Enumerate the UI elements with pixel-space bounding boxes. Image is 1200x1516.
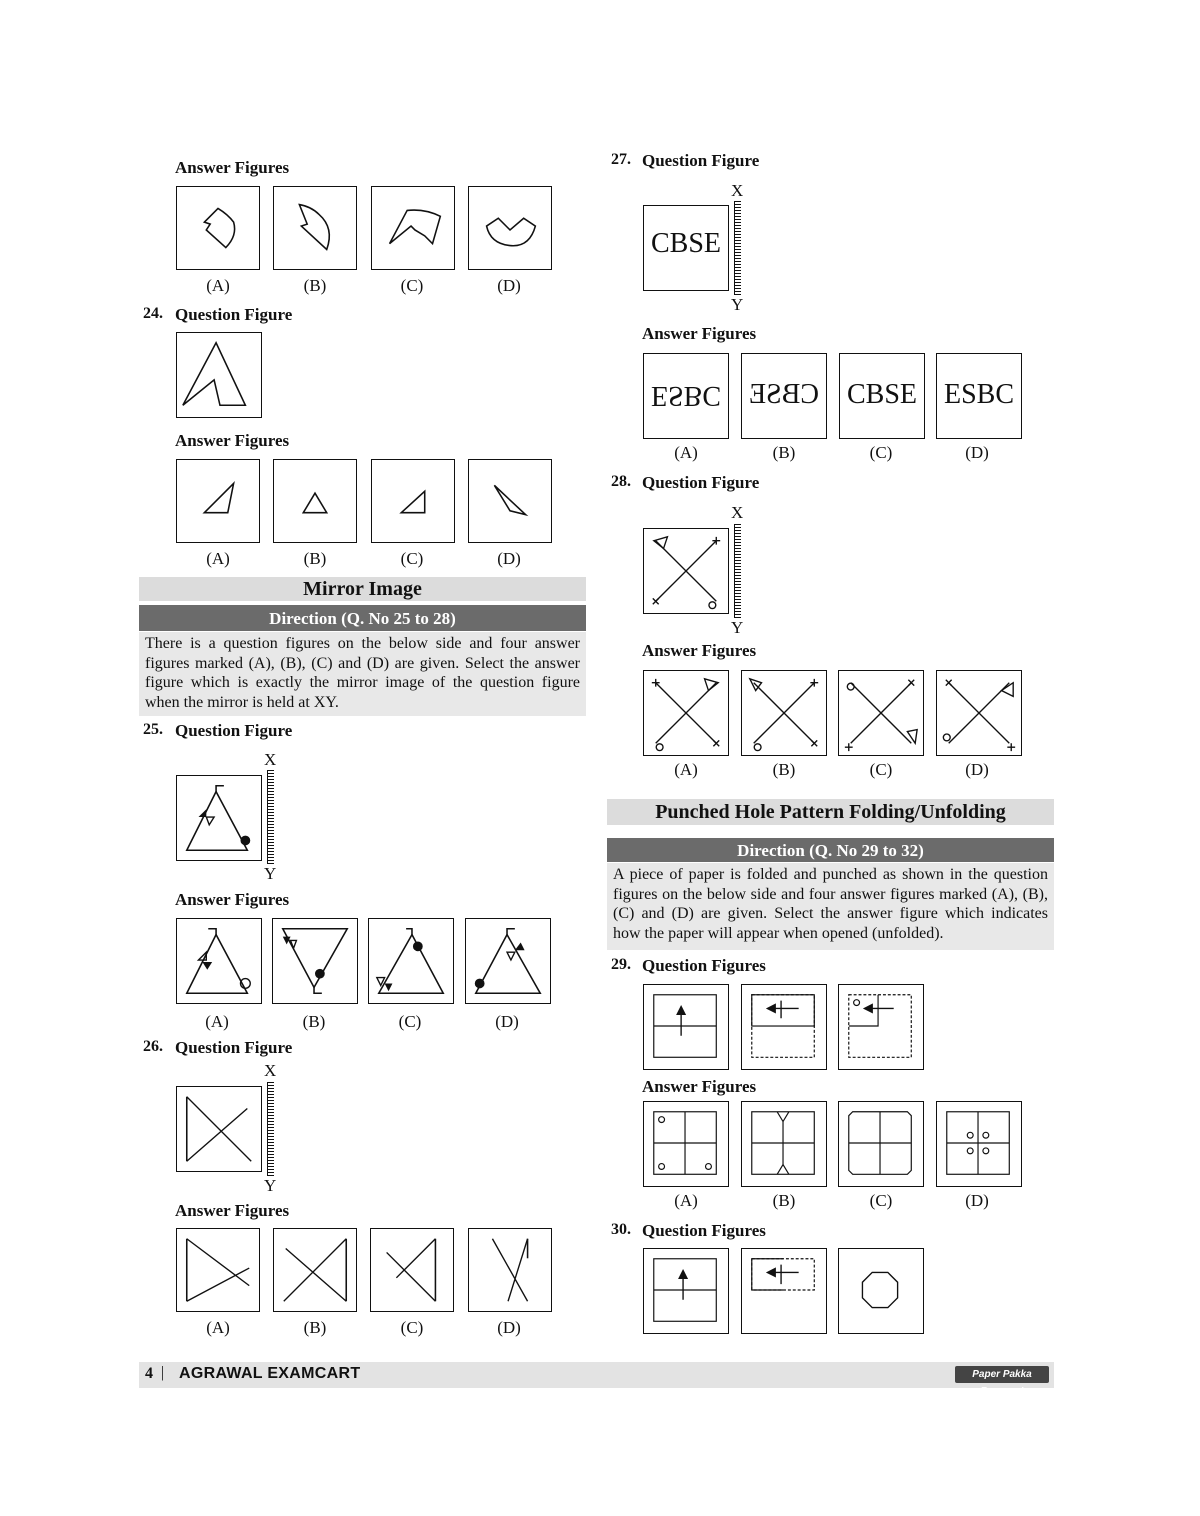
q28-question-heading: Question Figure (642, 473, 760, 492)
q28-answer-figures-heading: Answer Figures (642, 641, 757, 660)
q28-option-a-figure[interactable] (643, 670, 729, 756)
q24-label-c: (C) (400, 549, 424, 568)
q27-option-b-figure[interactable] (741, 353, 827, 439)
q28-option-d-figure[interactable] (936, 670, 1022, 756)
q30-question-heading: Question Figures (642, 1221, 766, 1240)
q28-label-d: (D) (965, 760, 989, 779)
q27-mirror (734, 201, 741, 295)
q24-answer-figures-heading: Answer Figures (175, 431, 290, 450)
q27-question-figure (643, 205, 729, 291)
q23-label-c: (C) (400, 276, 424, 295)
q26-option-a-figure[interactable] (176, 1228, 260, 1312)
q24-number: 24. (143, 305, 163, 322)
q23-option-a-figure[interactable] (176, 186, 260, 270)
q23-label-a: (A) (206, 276, 230, 295)
q26-label-c: (C) (400, 1318, 424, 1337)
q29-option-d-figure[interactable] (936, 1101, 1022, 1187)
q25-option-d-figure[interactable] (465, 918, 551, 1004)
q29-answer-figures-heading: Answer Figures (642, 1077, 757, 1096)
q25-option-c-figure[interactable] (368, 918, 454, 1004)
q24-option-a-figure[interactable] (176, 459, 260, 543)
q29-label-b: (B) (772, 1191, 796, 1210)
q26-mirror (267, 1082, 274, 1176)
q29-label-a: (A) (674, 1191, 698, 1210)
q26-question-heading: Question Figure (175, 1038, 293, 1057)
q29-option-b-figure[interactable] (741, 1101, 827, 1187)
q24-option-b-figure[interactable] (273, 459, 357, 543)
q25-number: 25. (143, 721, 163, 738)
q30-question-figure-1 (643, 1248, 729, 1334)
q27-question-heading: Question Figure (642, 151, 760, 170)
q26-option-d-figure[interactable] (468, 1228, 552, 1312)
q24-option-c-figure[interactable] (371, 459, 455, 543)
q23-option-c-figure[interactable] (371, 186, 455, 270)
q23-label-b: (B) (303, 276, 327, 295)
q27-option-b-text: CBSE (748, 379, 820, 410)
q29-question-heading: Question Figures (642, 956, 766, 975)
q27-option-c-figure[interactable] (839, 353, 925, 439)
q27-number: 27. (611, 151, 631, 168)
q24-label-b: (B) (303, 549, 327, 568)
q29-label-c: (C) (869, 1191, 893, 1210)
punched-direction-text: A piece of paper is folded and punched as shown in the question figures on the below side and four answer figures marked (A), (B), (C) and (D) are given. Select the answer figure which indicates how the paper will appear when opened (unfolded). (607, 863, 1054, 950)
q26-number: 26. (143, 1038, 163, 1055)
q25-mirror-y-label: Y (264, 864, 277, 883)
q26-option-c-figure[interactable] (370, 1228, 454, 1312)
page-footer (139, 1362, 1054, 1397)
q23-answer-figures-heading: Answer Figures (175, 158, 290, 177)
q27-label-a: (A) (674, 443, 698, 462)
q30-question-figure-3 (838, 1248, 924, 1334)
q30-number: 30. (611, 1221, 631, 1238)
q28-question-figure (643, 528, 729, 614)
q29-option-c-figure[interactable] (838, 1101, 924, 1187)
q29-question-figure-3 (838, 984, 924, 1070)
q24-label-a: (A) (206, 549, 230, 568)
q28-option-c-figure[interactable] (838, 670, 924, 756)
q27-label-b: (B) (772, 443, 796, 462)
q26-mirror-y-label: Y (264, 1176, 277, 1195)
q25-label-a: (A) (205, 1012, 229, 1031)
q27-option-d-text: ESBC (943, 379, 1015, 410)
q26-option-b-figure[interactable] (273, 1228, 357, 1312)
q29-option-a-figure[interactable] (643, 1101, 729, 1187)
q26-question-figure (176, 1086, 262, 1172)
tagline-badge: Paper Pakka Faasega! (955, 1366, 1049, 1383)
q24-question-figure (176, 332, 262, 418)
q30-question-figure-2 (741, 1248, 827, 1334)
q25-option-b-figure[interactable] (272, 918, 358, 1004)
q23-option-b-figure[interactable] (273, 186, 357, 270)
q25-label-d: (D) (495, 1012, 519, 1031)
q29-label-d: (D) (965, 1191, 989, 1210)
q26-label-b: (B) (303, 1318, 327, 1337)
q29-question-figure-2 (741, 984, 827, 1070)
q23-option-d-figure[interactable] (468, 186, 552, 270)
q26-mirror-x-label: X (264, 1061, 277, 1080)
q25-mirror (267, 770, 274, 864)
q26-label-d: (D) (497, 1318, 521, 1337)
q28-label-c: (C) (869, 760, 893, 779)
mirror-image-section-title: Mirror Image (139, 577, 586, 601)
q28-mirror-y-label: Y (731, 618, 744, 637)
q25-label-c: (C) (398, 1012, 422, 1031)
q28-mirror-x-label: X (731, 503, 744, 522)
q27-option-c-text: CBSE (846, 379, 918, 410)
q28-label-a: (A) (674, 760, 698, 779)
mirror-direction-bar: Direction (Q. No 25 to 28) (139, 605, 586, 631)
q27-label-c: (C) (869, 443, 893, 462)
mirror-direction-text: There is a question figures on the below side and four answer figures marked (A), (B), (C) and (D) are given. Select the answer figure which is exactly the mirror image of the question figure when the mirror is held at XY. (139, 632, 586, 716)
punched-hole-section-title: Punched Hole Pattern Folding/Unfolding (607, 799, 1054, 825)
q27-label-d: (D) (965, 443, 989, 462)
q27-option-d-figure[interactable] (936, 353, 1022, 439)
publisher-brand: AGRAWAL EXAMCART (179, 1365, 361, 1382)
q27-answer-figures-heading: Answer Figures (642, 324, 757, 343)
page-number: 4 (145, 1365, 153, 1382)
q27-option-a-figure[interactable] (643, 353, 729, 439)
q27-question-text: CBSE (650, 228, 722, 259)
q28-option-b-figure[interactable] (741, 670, 827, 756)
q28-label-b: (B) (772, 760, 796, 779)
q23-label-d: (D) (497, 276, 521, 295)
q28-number: 28. (611, 473, 631, 490)
q25-label-b: (B) (302, 1012, 326, 1031)
q24-option-d-figure[interactable] (468, 459, 552, 543)
punched-direction-bar: Direction (Q. No 29 to 32) (607, 838, 1054, 862)
q27-mirror-y-label: Y (731, 295, 744, 314)
q27-option-a-text: ESBC (650, 380, 722, 411)
q28-mirror (734, 524, 741, 618)
q26-label-a: (A) (206, 1318, 230, 1337)
q29-question-figure-1 (643, 984, 729, 1070)
q25-question-figure (176, 775, 262, 861)
q25-option-a-figure[interactable] (176, 918, 262, 1004)
q25-question-heading: Question Figure (175, 721, 293, 740)
footer-separator: | (161, 1364, 165, 1381)
q26-answer-figures-heading: Answer Figures (175, 1201, 290, 1220)
q29-number: 29. (611, 956, 631, 973)
q25-answer-figures-heading: Answer Figures (175, 890, 290, 909)
q25-mirror-x-label: X (264, 750, 277, 769)
q27-mirror-x-label: X (731, 181, 744, 200)
q24-question-heading: Question Figure (175, 305, 293, 324)
q24-label-d: (D) (497, 549, 521, 568)
